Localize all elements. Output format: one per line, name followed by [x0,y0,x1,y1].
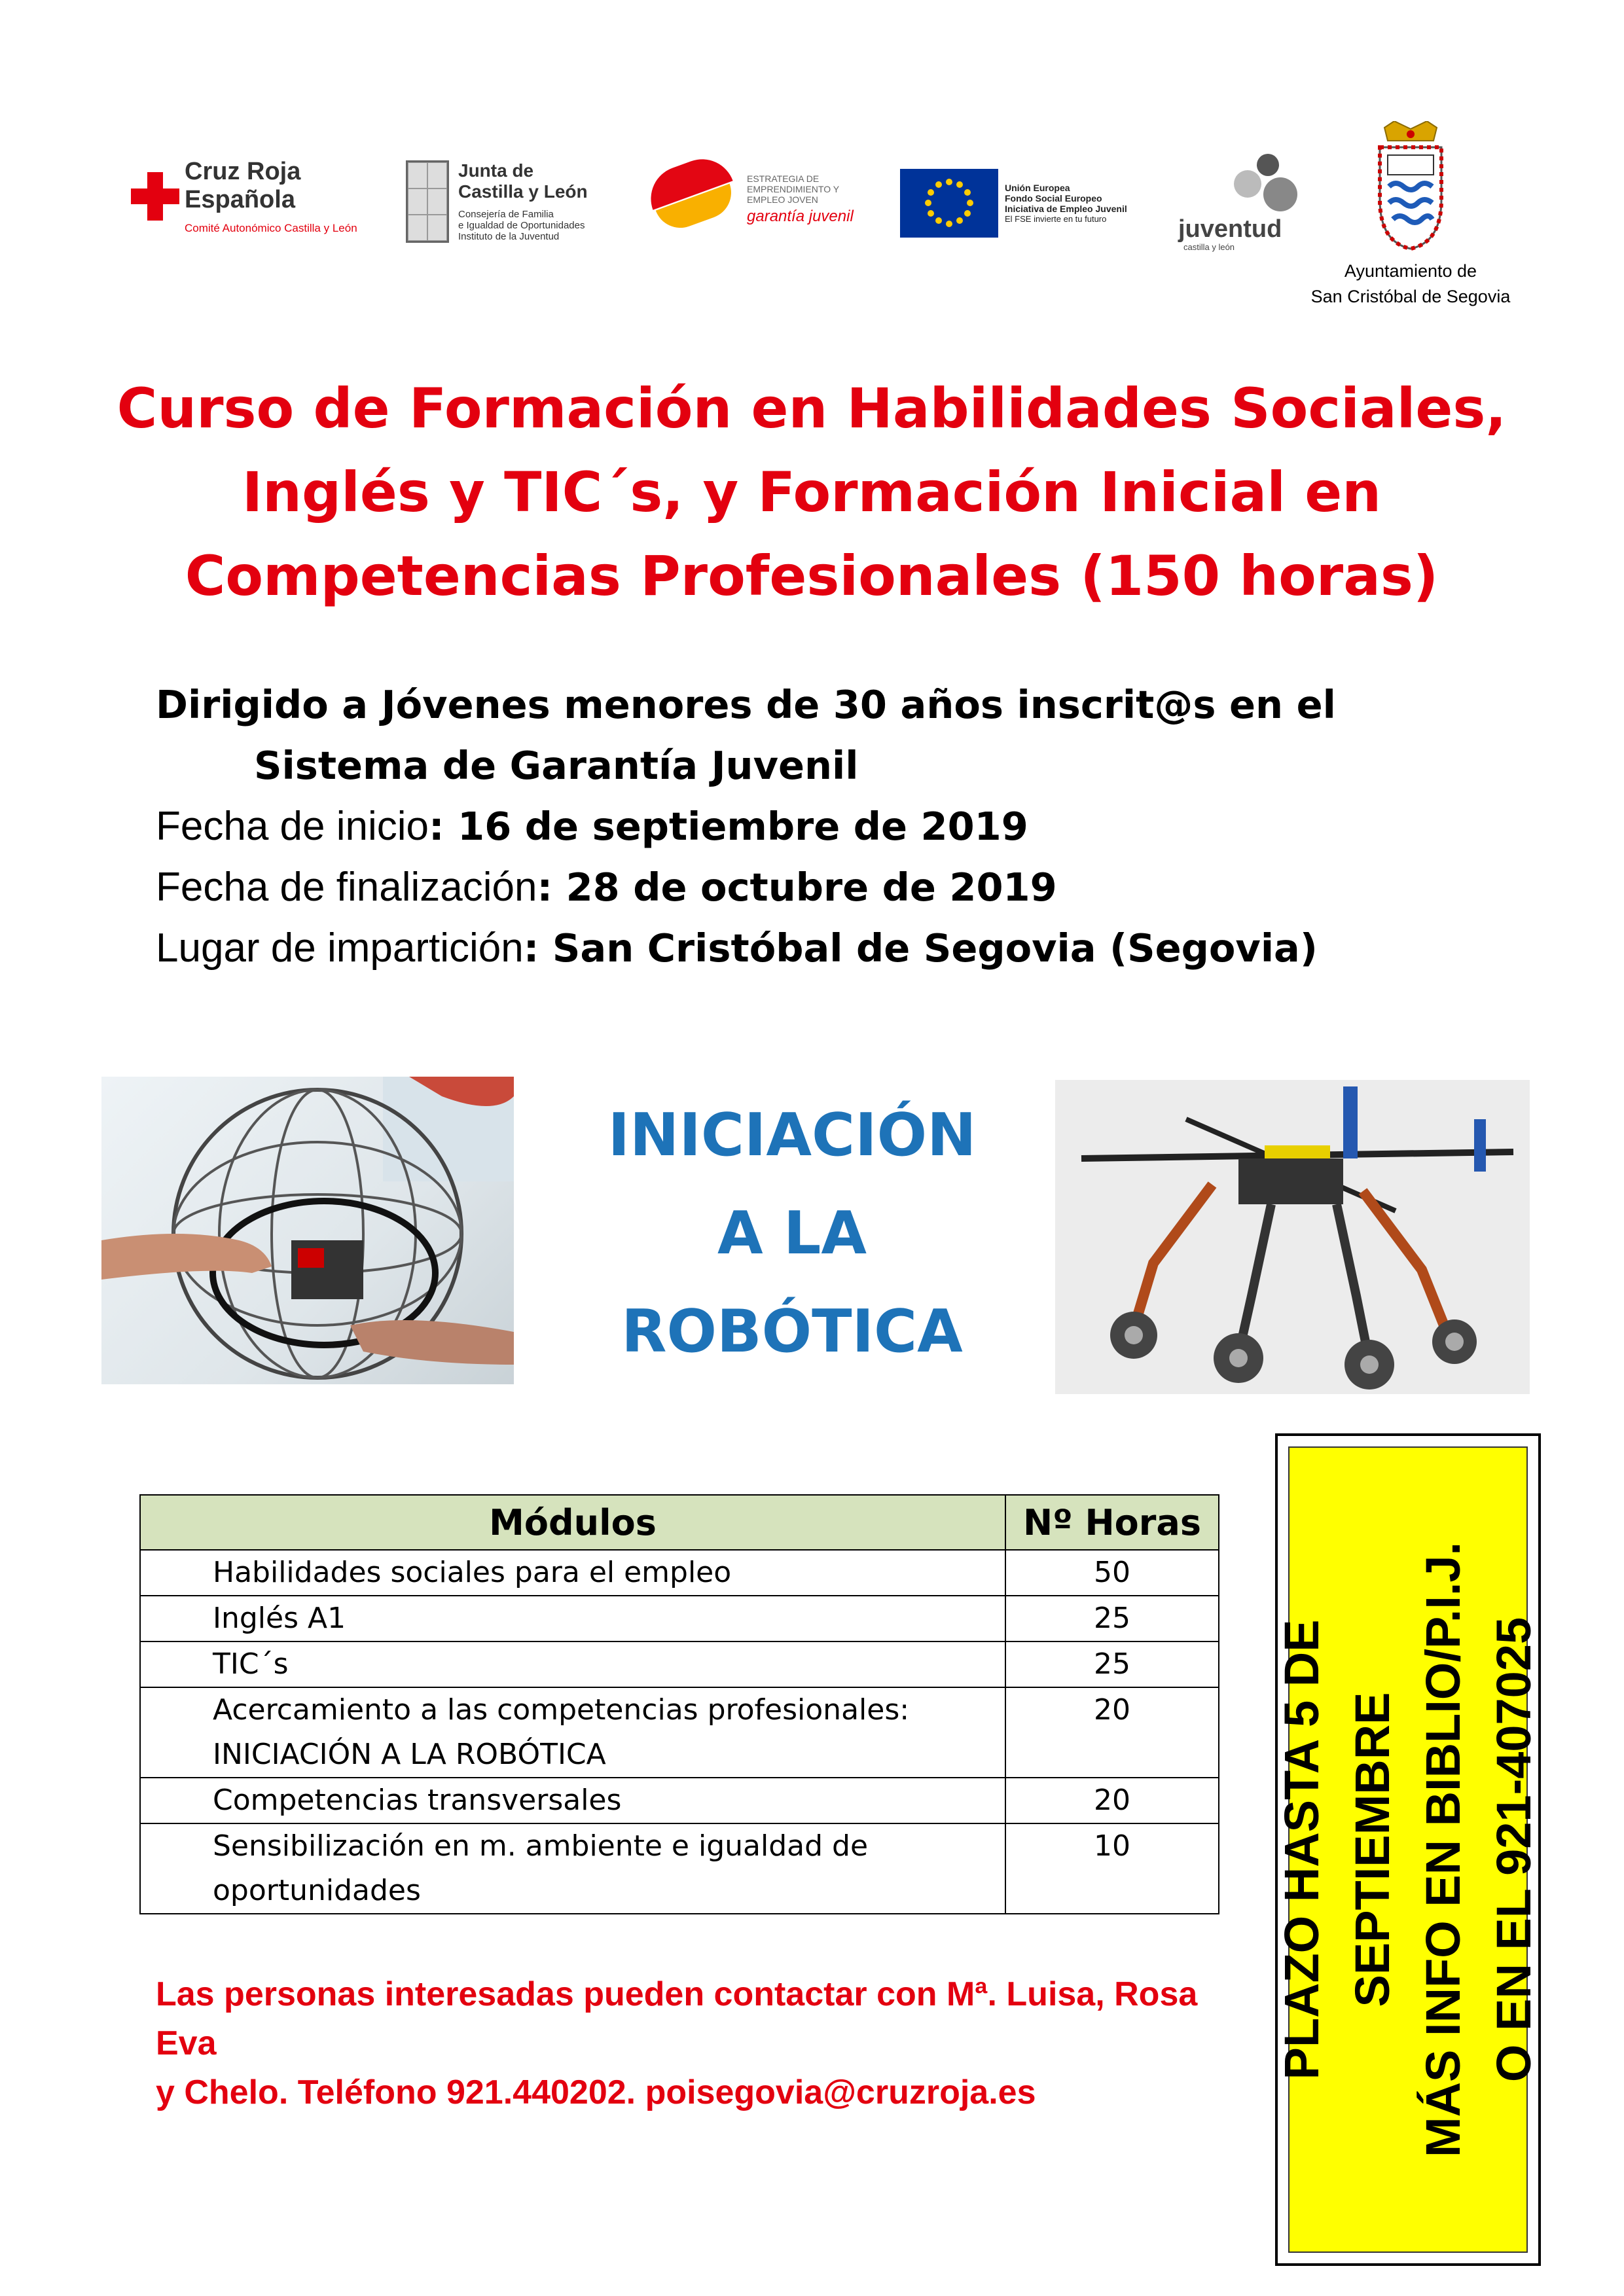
spherical-drone-photo [101,1077,514,1384]
module-hours: 10 [1005,1823,1219,1914]
table-row [140,1641,1219,1687]
eu-star-icon [935,217,942,224]
ayuntamiento-line2: San Cristóbal de Segovia [1310,287,1511,307]
table-row [140,1550,1219,1596]
juventud-sub: castilla y león [1183,242,1235,252]
eu-star-icon [925,200,931,206]
eu-star-icon [928,210,934,217]
deadline-line1: PLAZO HASTA 5 DE SEPTIEMBRE [1274,1619,1399,2080]
eu-flag-icon [900,169,998,238]
table-row [140,1778,1219,1823]
juventud-dots-icon [1218,154,1309,216]
module-hours: 25 [1005,1641,1219,1687]
module-name: Acercamiento a las competencias profesionales: [213,1693,910,1727]
juventud-logo [1178,154,1316,259]
module-name: Habilidades sociales para el empleo [213,1556,732,1589]
module-name: Competencias transversales [213,1784,622,1817]
module-hours: 25 [1005,1596,1219,1641]
eu-star-icon [946,221,952,227]
module-name: TIC´s [213,1647,289,1681]
table-row [140,1823,1219,1914]
ue-line2: Fondo Social Europeo [1005,192,1102,204]
table-header-row [140,1495,1219,1550]
jcyl-sub3: Instituto de la Juventud [458,231,560,242]
robotica-line1: INICIACIÓN [607,1101,977,1170]
robotica-line2: A LA [717,1199,867,1268]
module-hours: 50 [1005,1550,1219,1596]
cruz-roja-sub: Comité Autonómico Castilla y León [185,222,357,234]
cruz-roja-name: Cruz Roja Española [185,158,301,213]
place-label: Lugar de impartición [156,925,524,971]
modules-table [139,1494,1219,1914]
contact-line2: y Chelo. Teléfono 921.440202. poisegovia@cruzroja.es [156,2073,1036,2111]
ue-logo [900,160,1132,245]
ayuntamiento-line1: Ayuntamiento de [1344,261,1477,281]
eu-star-icon [946,179,952,185]
audience-line2: Sistema de Garantía Juvenil [254,743,859,788]
module-name-line2: INICIACIÓN A LA ROBÓTICA [213,1738,606,1771]
jcyl-line2: Castilla y León [458,181,588,202]
title-line3: Competencias Profesionales (150 horas) [185,544,1439,608]
module-name-line2: oportunidades [213,1874,421,1907]
ayuntamiento-coat-of-arms-icon [1375,121,1447,255]
eu-star-icon [967,200,973,206]
end-date-row [156,857,1530,918]
ue-line4: El FSE invierte en tu futuro [1005,213,1107,224]
jcyl-sub2: e Igualdad de Oportunidades [458,220,585,231]
jcyl-line1: Junta de [458,160,534,181]
end-date-label: Fecha de finalización [156,865,537,910]
gj-tag: garantía juvenil [747,207,854,225]
table-row [140,1687,1219,1778]
ue-line1: Unión Europea [1005,182,1070,193]
audience-line1: Dirigido a Jóvenes menores de 30 años inscrit@s en el [156,682,1336,727]
course-info [156,674,1530,978]
deadline-box [1275,1433,1541,2266]
jcyl-sub1: Consejería de Familia [458,209,554,220]
module-name: Inglés A1 [213,1602,346,1635]
contact-info [156,1970,1236,2117]
deadline-box-fill [1274,1446,1541,2253]
deadline-text [1267,1457,1549,2242]
garantia-juvenil-mark-icon [638,157,743,242]
red-cross-icon [131,172,175,221]
contact-line1: Las personas interesadas pueden contactar con Mª. Luisa, Rosa Eva [156,1975,1198,2062]
cruz-roja-logo [131,134,399,259]
robot-drone-photo [1055,1080,1530,1394]
hours-header: Nº Horas [1005,1495,1219,1550]
module-name: Sensibilización en m. ambiente e igualdad de [213,1829,869,1863]
start-date-value: : 16 de septiembre de 2019 [429,804,1028,849]
ayuntamiento-caption [1286,259,1535,310]
place-row [156,918,1530,978]
eu-star-icon [928,189,934,196]
title-line1: Curso de Formación en Habilidades Sociales, [117,376,1507,440]
start-date-label: Fecha de inicio [156,804,429,849]
jcyl-logo [406,137,609,265]
eu-star-icon [956,217,963,224]
gj-line3: EMPLEO JOVEN [747,194,818,205]
title-line2: Inglés y TIC´s, y Formación Inicial en [242,460,1382,524]
robotica-heading [511,1086,1074,1381]
juventud-name: juventud [1178,215,1282,243]
deadline-line2: MÁS INFO EN BIBLIO/P.I.J. [1416,1541,1470,2158]
ue-line3: Iniciativa de Empleo Juvenil [1005,203,1127,214]
eu-star-icon [964,210,971,217]
eu-star-icon [964,189,971,196]
place-value: : San Cristóbal de Segovia (Segovia) [523,925,1318,971]
start-date-row [156,796,1530,857]
gj-line2: EMPRENDIMIENTO Y [747,184,840,194]
eu-star-icon [956,181,963,188]
coat-of-arms-icon [406,160,449,243]
deadline-line3: O EN EL 921-407025 [1487,1617,1541,2083]
module-hours: 20 [1005,1778,1219,1823]
modules-header: Módulos [140,1495,1005,1550]
course-title [79,367,1545,618]
gj-line1: ESTRATEGIA DE [747,173,820,184]
module-hours: 20 [1005,1687,1219,1778]
garantia-juvenil-logo [638,144,864,255]
end-date-value: : 28 de octubre de 2019 [537,865,1057,910]
robotica-line3: ROBÓTICA [621,1297,963,1366]
table-row [140,1596,1219,1641]
eu-star-icon [935,181,942,188]
